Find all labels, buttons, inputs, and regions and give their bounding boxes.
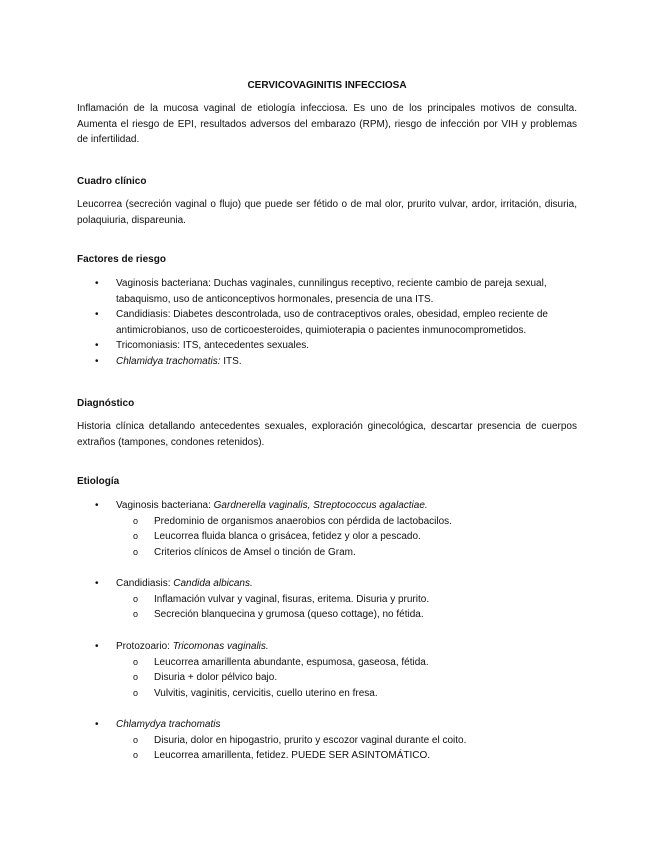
bullet-marker: • (95, 578, 99, 589)
list-item (77, 498, 577, 514)
group-organism: Chlamydya trachomatis (116, 719, 221, 730)
sub-item-text: Inflamación vulvar y vaginal, fisuras, eritema. Disuria y prurito. (154, 593, 430, 605)
sub-list-item (77, 655, 577, 671)
group-organism: Candida albicans. (173, 578, 253, 589)
bullet-marker: • (95, 500, 99, 511)
sub-bullet-marker: o (133, 593, 139, 604)
factor-label: Tricomoniasis: (116, 340, 181, 351)
bullet-marker: • (95, 309, 99, 320)
group-organism: Tricomonas vaginalis. (172, 641, 269, 652)
sub-item-text: Disuria + dolor pélvico bajo. (154, 672, 278, 683)
factor-text: ITS, antecedentes sexuales. (180, 340, 310, 351)
sub-list-item (77, 686, 577, 702)
list-item (77, 307, 577, 338)
group-label: Vaginosis bacteriana: (116, 500, 214, 511)
sub-bullet-marker: o (133, 609, 139, 619)
list-item (77, 639, 577, 655)
sub-bullet-marker: o (133, 734, 139, 745)
sub-item-text: Leucorrea amarillenta, fetidez. PUEDE SER ASINTOMÁTICO. (154, 750, 431, 761)
sub-item-text: Leucorrea amarillenta abundante, espumosa, gaseosa, fétida. (154, 656, 429, 668)
sub-item-text: Leucorrea fluida blanca o grisácea, fetidez y olor a pescado. (154, 531, 421, 542)
group-organism: Gardnerella vaginalis, Streptococcus agalactiae. (213, 500, 428, 511)
factor-label: Chlamidya trachomatis: (116, 355, 221, 367)
etiologia-group-candidiasis (77, 576, 577, 623)
page-title: CERVICOVAGINITIS INFECCIOSA (247, 80, 407, 91)
sub-bullet-marker: o (133, 546, 139, 557)
sub-list-item (77, 670, 577, 686)
sub-item-text: Vulvitis, vaginitis, cervicitis, cuello uterino en fresa. (154, 687, 378, 699)
sub-item-text: Criterios clínicos de Amsel o tinción de Gram. (154, 546, 356, 558)
sub-item-text: Predominio de organismos anaerobios con pérdida de lactobacilos. (154, 515, 452, 527)
bullet-marker: • (95, 719, 99, 730)
list-item (77, 354, 577, 370)
bullet-marker: • (95, 355, 99, 367)
intro-paragraph: Inflamación de la mucosa vaginal de etiología infecciosa. Es uno de los principales motivos de consulta. Aumenta el riesgo de EPI, resultados adversos del embarazo (RPM), riesgo de infección por VIH y problemas de infertilidad. (77, 103, 577, 145)
factor-label: Candidiasis: (116, 309, 171, 320)
sub-bullet-marker: o (133, 656, 139, 667)
bullet-marker: • (95, 340, 99, 351)
etiologia-heading: Etiología (77, 476, 120, 487)
sub-bullet-marker: o (133, 515, 139, 526)
sub-item-text: Secreción blanquecina y grumosa (queso cottage), no fétida. (154, 609, 424, 620)
sub-list-item (77, 529, 577, 545)
diagnostico-paragraph: Historia clínica detallando antecedentes sexuales, exploración ginecológica, descartar presencia de cuerpos extraños (tampones, condones retenidos). (77, 421, 577, 448)
list-item (77, 717, 577, 733)
sub-list-item (77, 514, 577, 530)
factor-text: Duchas vaginales, cunnilingus receptivo, reciente cambio de pareja sexual, tabaquismo, uso de anticonceptivos hormonales, presencia de una ITS. (116, 278, 547, 305)
sub-bullet-marker: o (133, 672, 139, 682)
list-item (77, 338, 577, 354)
sub-list-item (77, 592, 577, 608)
sub-list-item (77, 733, 577, 749)
sub-bullet-marker: o (133, 687, 139, 698)
factor-label: Vaginosis bacteriana: (116, 278, 211, 289)
cuadro-paragraph: Leucorrea (secreción vaginal o flujo) que puede ser fétido o de mal olor, prurito vulvar, ardor, irritación, disuria, polaquiuria, dispareunia. (77, 199, 577, 226)
factores-heading: Factores de riesgo (77, 254, 166, 265)
factor-text: Diabetes descontrolada, uso de contraceptivos orales, obesidad, empleo reciente de antimicrobianos, uso de corticoesteroides, quimioterapia o pacientes inmunocomprometidos. (116, 309, 548, 336)
list-item (77, 276, 577, 307)
diagnostico-heading: Diagnóstico (77, 398, 135, 409)
sub-bullet-marker: o (133, 531, 139, 541)
sub-item-text: Disuria, dolor en hipogastrio, prurito y escozor vaginal durante el coito. (154, 734, 467, 746)
group-label: Protozoario: (116, 641, 173, 652)
etiologia-group-vaginosis (77, 498, 577, 560)
etiologia-group-chlamydia (77, 717, 577, 764)
sub-bullet-marker: o (133, 750, 139, 760)
bullet-marker: • (95, 278, 99, 289)
factor-text: ITS. (220, 355, 242, 367)
group-label: Candidiasis: (116, 578, 174, 589)
sub-list-item (77, 607, 577, 623)
factores-list (77, 276, 577, 369)
sub-list-item (77, 545, 577, 561)
etiologia-group-protozoario (77, 639, 577, 701)
sub-list-item (77, 748, 577, 764)
bullet-marker: • (95, 641, 99, 652)
list-item (77, 576, 577, 592)
cuadro-heading: Cuadro clínico (77, 176, 147, 187)
